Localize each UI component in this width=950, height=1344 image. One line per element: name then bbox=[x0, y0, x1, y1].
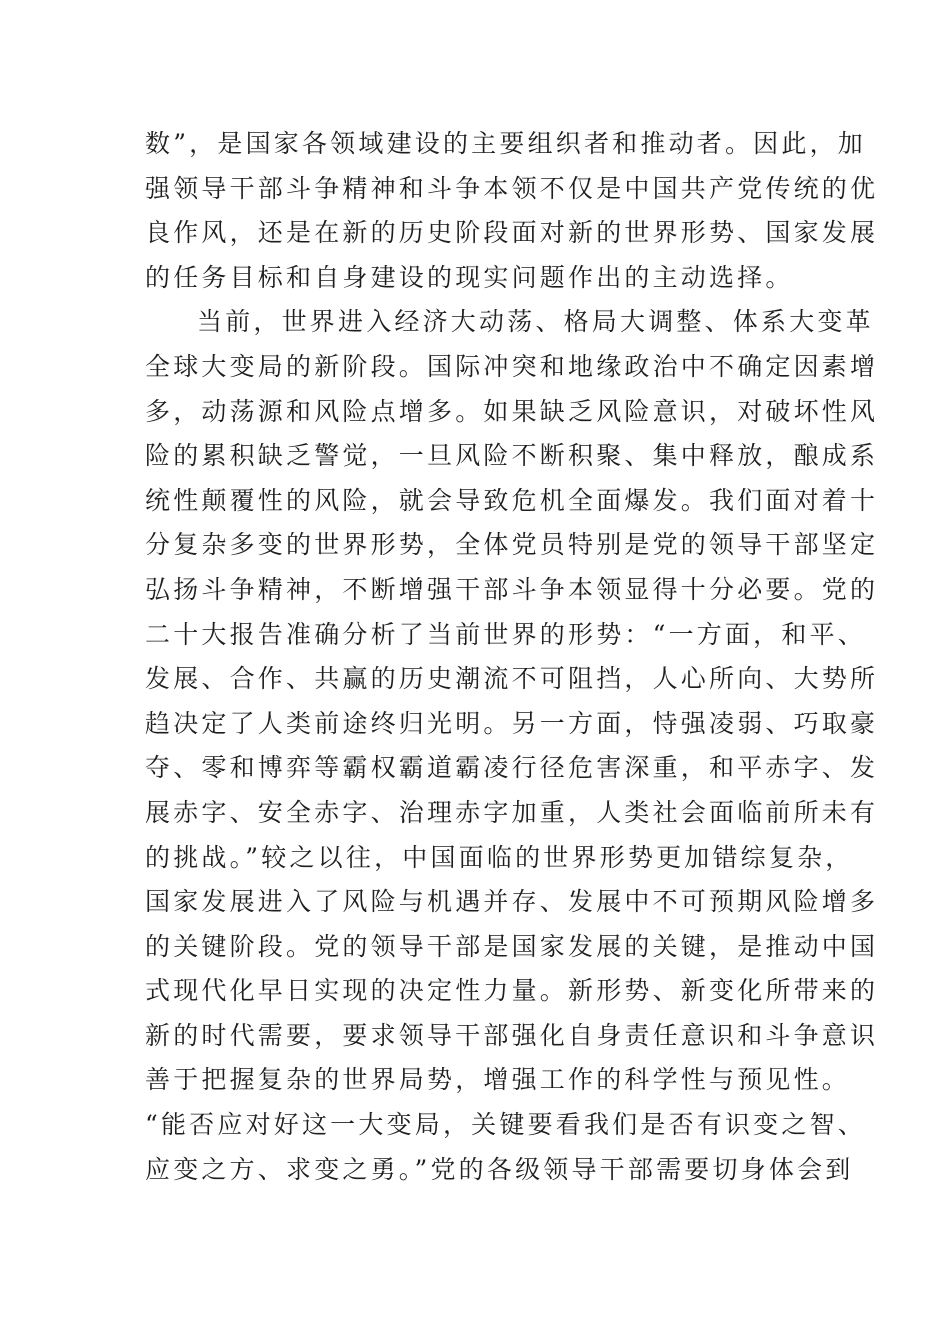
paragraph-line: 当前，世界进入经济大动荡、格局大调整、体系大变革 bbox=[197, 307, 874, 337]
paragraph-line: 分复杂多变的世界形势，全体党员特别是党的领导干部坚定 bbox=[145, 530, 879, 560]
paragraph-line: 多，动荡源和风险点增多。如果缺乏风险意识，对破坏性风 bbox=[145, 396, 879, 426]
paragraph-line: 国家发展进入了风险与机遇并存、发展中不可预期风险增多 bbox=[145, 887, 879, 917]
paragraph-line: 良作风，还是在新的历史阶段面对新的世界形势、国家发展 bbox=[145, 218, 879, 248]
paragraph-line: 的挑战。”较之以往，中国面临的世界形势更加错综复杂， bbox=[145, 842, 854, 872]
paragraph-line: 强领导干部斗争精神和斗争本领不仅是中国共产党传统的优 bbox=[145, 173, 879, 203]
paragraph-line: 新的时代需要，要求领导干部强化自身责任意识和斗争意识 bbox=[145, 1020, 879, 1050]
paragraph-line: 数”，是国家各领域建设的主要组织者和推动者。因此，加 bbox=[145, 129, 866, 158]
paragraph-line: 险的累积缺乏警觉，一旦风险不断积聚、集中释放，酿成系 bbox=[145, 441, 879, 471]
paragraph-line: 发展、合作、共赢的历史潮流不可阻挡，人心所向、大势所 bbox=[145, 664, 879, 694]
paragraph-line: 式现代化早日实现的决定性力量。新形势、新变化所带来的 bbox=[145, 976, 879, 1006]
paragraph-1 bbox=[145, 122, 879, 300]
paragraph-2 bbox=[145, 300, 879, 1192]
paragraph-line: 善于把握复杂的世界局势，增强工作的科学性与预见性。 bbox=[145, 1065, 851, 1095]
paragraph-line: 二十大报告准确分析了当前世界的形势：“一方面，和平、 bbox=[145, 619, 866, 649]
paragraph-line: 全球大变局的新阶段。国际冲突和地缘政治中不确定因素增 bbox=[145, 351, 879, 381]
paragraph-line: “能否应对好这一大变局，关键要看我们是否有识变之智、 bbox=[145, 1110, 866, 1140]
paragraph-line: 夺、零和博弈等霸权霸道霸凌行径危害深重，和平赤字、发 bbox=[145, 753, 879, 783]
paragraph-line: 趋决定了人类前途终归光明。另一方面，恃强凌弱、巧取豪 bbox=[145, 708, 879, 738]
paragraph-line: 的关键阶段。党的领导干部是国家发展的关键，是推动中国 bbox=[145, 931, 879, 961]
paragraph-line: 弘扬斗争精神，不断增强干部斗争本领显得十分必要。党的 bbox=[145, 574, 879, 604]
paragraph-line: 应变之方、求变之勇。”党的各级领导干部需要切身体会到 bbox=[145, 1154, 854, 1184]
paragraph-line: 展赤字、安全赤字、治理赤字加重，人类社会面临前所未有 bbox=[145, 797, 879, 827]
document-body bbox=[145, 122, 879, 1192]
paragraph-line: 统性颠覆性的风险，就会导致危机全面爆发。我们面对着十 bbox=[145, 485, 879, 515]
paragraph-line: 的任务目标和自身建设的现实问题作出的主动选择。 bbox=[145, 262, 794, 292]
